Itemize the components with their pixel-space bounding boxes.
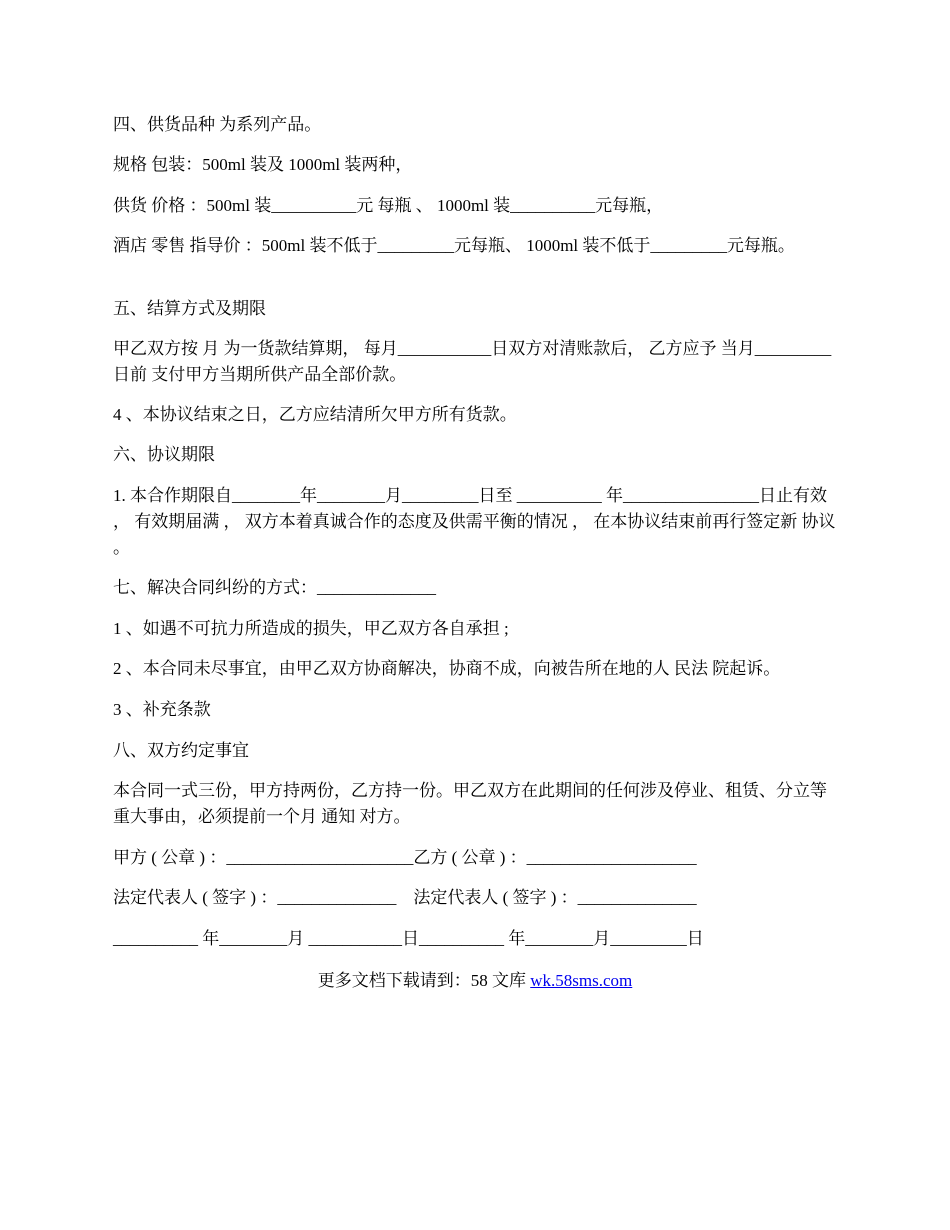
copies-paragraph: 本合同一式三份，甲方持两份，乙方持一份。甲乙双方在此期间的任何涉及停业、租赁、分立等重大事由，必须提前一个月 通知 对方。 <box>113 781 827 826</box>
settlement-paragraph: 甲乙双方按 月 为一货款结算期， 每月___________日双方对清账款后， 乙方应予 当月_________日前 支付甲方当期所供产品全部价款。 <box>113 339 832 384</box>
supply-price-line: 供货 价格 ：500ml 装__________元 每瓶 、 1000ml 装__________元每瓶， <box>113 196 664 215</box>
footer-link[interactable]: wk.58sms.com <box>530 971 633 990</box>
section-8-heading: 八、双方约定事宜 <box>113 741 249 760</box>
section-6-heading: 六、协议期限 <box>113 445 215 464</box>
party-seal-line: 甲方 ( 公章 ) ：______________________乙方 ( 公章 ) ：____________________ <box>113 848 697 867</box>
date-line: __________ 年________月 ___________日__________ 年________月_________日 <box>113 929 704 948</box>
dispute-clause-2: 2 、本合同未尽事宜，由甲乙双方协商解决，协商不成，向被告所在地的人 民法 院起诉。 <box>113 659 781 678</box>
dispute-clause-3: 3 、补充条款 <box>113 700 211 719</box>
term-paragraph: 1. 本合作期限自________年________月_________日至 __________ 年________________日止有效 ， 有效期届满 ， 双方本着真诚合作的态度及供需平衡的情况 ， 在本协议结束前再行签定新 协议 。 <box>113 486 836 557</box>
payment-clause-4: 4 、本协议结束之日，乙方应结清所欠甲方所有货款。 <box>113 405 517 424</box>
legal-rep-signature-line: 法定代表人 ( 签字 ) ：______________ 法定代表人 ( 签字 ) ：______________ <box>113 888 697 907</box>
dispute-clause-1: 1 、如遇不可抗力所造成的损失，甲乙双方各自承担 ; <box>113 619 509 638</box>
spec-packaging-line: 规格 包装：500ml 装及 1000ml 装两种， <box>113 155 413 174</box>
retail-guide-price-paragraph: 酒店 零售 指导价 ：500ml 装不低于_________元每瓶、 1000ml 装不低于_________元每瓶。 <box>113 236 795 255</box>
section-4-heading: 四、供货品种 为系列产品。 <box>113 115 322 134</box>
footer-text: 更多文档下载请到：58 文库 <box>317 971 531 990</box>
section-5-heading: 五、结算方式及期限 <box>113 299 266 318</box>
footer <box>0 968 950 994</box>
section-7-heading: 七、解决合同纠纷的方式：______________ <box>113 578 436 597</box>
